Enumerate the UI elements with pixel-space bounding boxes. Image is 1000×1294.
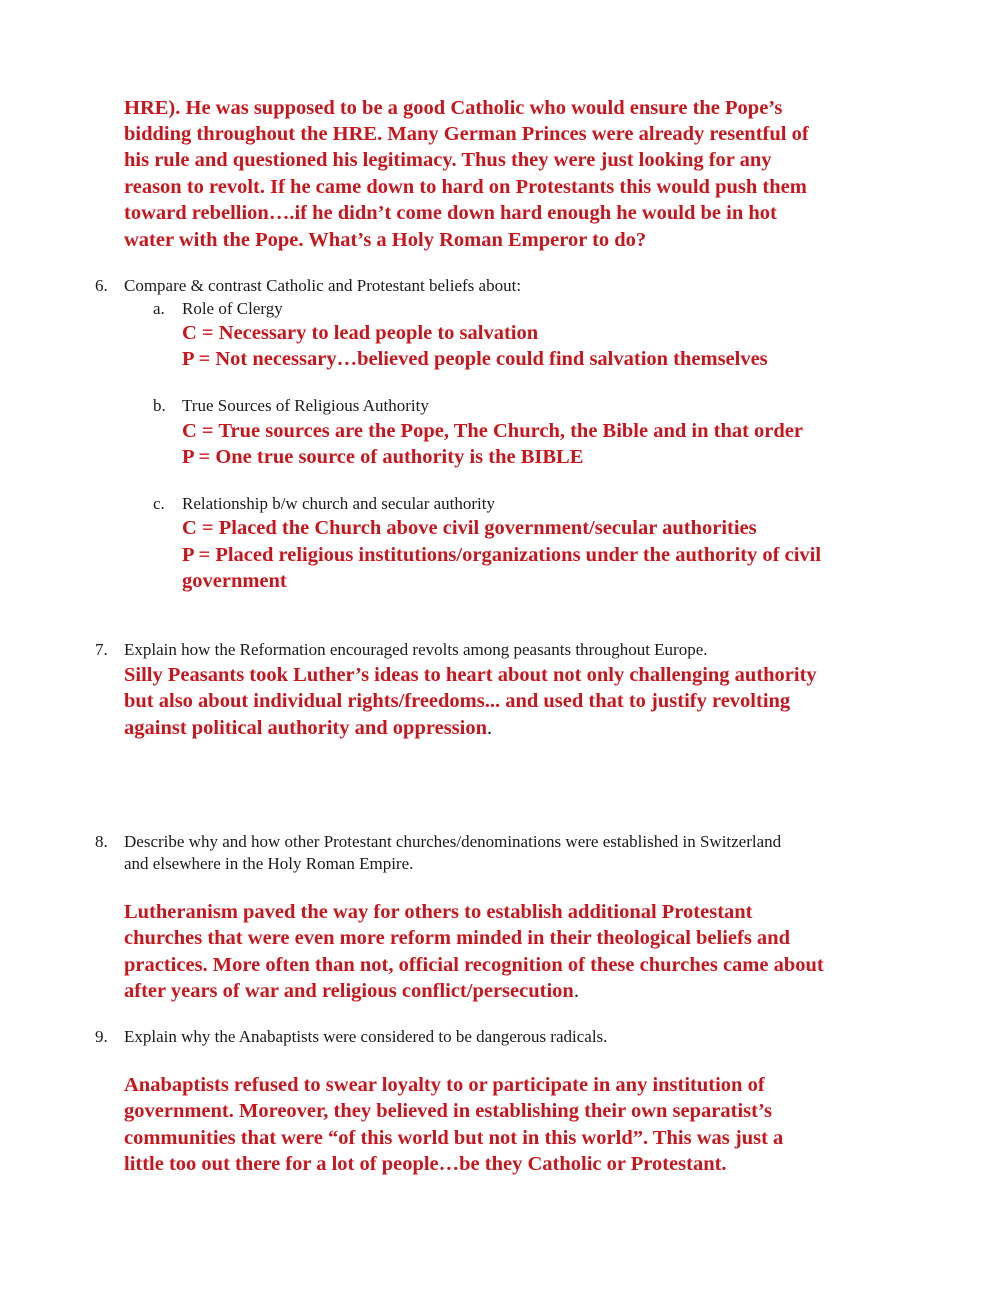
answer-line: government. Moreover, they believed in establishing their own separatist’s (124, 1100, 772, 1122)
answer-line: little too out there for a lot of people…be they Catholic or Protestant. (124, 1153, 727, 1175)
answer-line: P = Not necessary…believed people could find salvation themselves (182, 348, 768, 370)
answer-text: against political authority and oppression (124, 717, 487, 739)
answer-line: water with the Pope. What’s a Holy Roman Emperor to do? (124, 229, 647, 251)
sub-question-text: Relationship b/w church and secular authority (182, 494, 495, 513)
answer-line: bidding throughout the HRE. Many German Princes were already resentful of (124, 123, 809, 145)
answer-line (124, 978, 579, 1005)
question-text: Describe why and how other Protestant churches/denominations were established in Switzerland (124, 832, 782, 851)
sub-question-text: True Sources of Religious Authority (182, 396, 429, 415)
sub-letter: a. (153, 299, 165, 318)
trailing-period: . (487, 717, 493, 739)
answer-line: P = One true source of authority is the BIBLE (182, 446, 584, 468)
answer-line: communities that were “of this world but not in this world”. This was just a (124, 1127, 784, 1149)
answer-line: Anabaptists refused to swear loyalty to or participate in any institution of (124, 1074, 765, 1096)
answer-line: churches that were even more reform minded in their theological beliefs and (124, 927, 790, 949)
answer-line: reason to revolt. If he came down to hard on Protestants this would push them (124, 176, 807, 198)
answer-text: after years of war and religious conflict/persecution (124, 980, 574, 1002)
sub-question-text: Role of Clergy (182, 299, 283, 318)
trailing-period: . (573, 980, 579, 1002)
answer-line: C = True sources are the Pope, The Church, the Bible and in that order (182, 420, 804, 442)
sub-letter: c. (153, 494, 165, 513)
answer-line: government (182, 570, 287, 592)
answer-line: Lutheranism paved the way for others to establish additional Protestant (124, 901, 753, 923)
answer-line: practices. More often than not, official recognition of these churches came about (124, 954, 824, 976)
answer-line: C = Necessary to lead people to salvation (182, 322, 539, 344)
answer-line: C = Placed the Church above civil government/secular authorities (182, 517, 757, 539)
question-number: 7. (95, 640, 108, 659)
question-number: 9. (95, 1027, 108, 1046)
question-number: 8. (95, 832, 108, 851)
question-text: Explain how the Reformation encouraged revolts among peasants throughout Europe. (124, 640, 708, 659)
question-text: Explain why the Anabaptists were considered to be dangerous radicals. (124, 1027, 608, 1046)
answer-line: his rule and questioned his legitimacy. Thus they were just looking for any (124, 149, 772, 171)
answer-line: but also about individual rights/freedoms... and used that to justify revolting (124, 690, 791, 712)
answer-line: toward rebellion….if he didn’t come down hard enough he would be in hot (124, 202, 777, 224)
question-number: 6. (95, 276, 108, 295)
answer-line: HRE). He was supposed to be a good Catholic who would ensure the Pope’s (124, 97, 783, 119)
question-text: and elsewhere in the Holy Roman Empire. (124, 854, 414, 873)
answer-line (124, 715, 492, 742)
question-text: Compare & contrast Catholic and Protestant beliefs about: (124, 276, 522, 295)
sub-letter: b. (153, 396, 166, 415)
answer-line: Silly Peasants took Luther’s ideas to heart about not only challenging authority (124, 664, 817, 686)
answer-line: P = Placed religious institutions/organizations under the authority of civil (182, 544, 822, 566)
